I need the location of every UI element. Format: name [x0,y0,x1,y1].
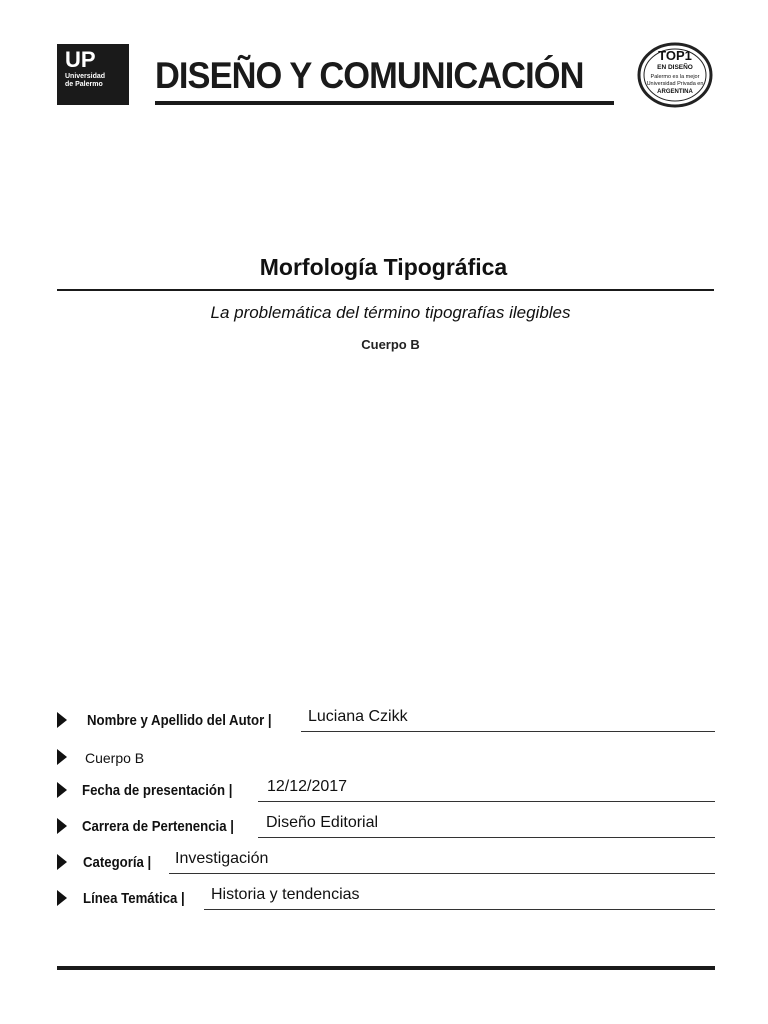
seal-top-text: TOP1 [658,48,692,63]
theme-field [57,883,715,911]
seal-line-1: EN DISEÑO [657,64,693,71]
arrow-bullet-icon [57,712,67,728]
theme-value: Historia y tendencias [211,886,360,903]
career-value: Diseño Editorial [266,814,379,831]
career-label: Carrera de Pertenencia | [82,818,234,835]
date-field [57,775,715,803]
author-underline [301,731,715,732]
document-body-label: Cuerpo B [361,337,420,352]
arrow-bullet-icon [57,890,67,906]
arrow-bullet-icon [57,782,67,798]
date-underline [258,801,715,802]
category-underline [169,873,715,874]
career-underline [258,837,715,838]
date-value: 12/12/2017 [267,778,348,795]
university-logo [57,44,129,105]
body-label: Cuerpo B [85,750,145,766]
author-label: Nombre y Apellido del Autor | [87,712,272,729]
author-value: Luciana Czikk [308,708,408,725]
seal-line-4: ARGENTINA [657,89,693,95]
header-title: DISEÑO Y COMUNICACIÓN [155,55,584,96]
body-field [57,742,715,770]
logo-line-2: de Palermo [65,81,103,88]
logo-line-1: Universidad [65,73,106,80]
seal-line-3: Universidad Privada en [646,81,704,87]
seal-line-2: Palermo es la mejor [650,74,700,80]
bottom-rule [57,966,715,970]
author-field [57,705,715,733]
arrow-bullet-icon [57,854,67,870]
arrow-bullet-icon [57,818,67,834]
top1-seal-badge [637,42,713,108]
arrow-bullet-icon [57,749,67,765]
date-label: Fecha de presentación | [82,782,233,799]
document-title: Morfología Tipográfica [259,254,508,280]
category-value: Investigación [175,850,269,867]
theme-underline [204,909,715,910]
category-field [57,847,715,875]
logo-mark: UP [65,47,96,72]
title-rule [57,289,714,291]
header-rule [155,101,614,105]
theme-label: Línea Temática | [83,890,185,907]
category-label: Categoría | [83,854,152,871]
document-subtitle: La problemática del término tipografías ilegibles [210,303,571,322]
career-field [57,811,715,839]
